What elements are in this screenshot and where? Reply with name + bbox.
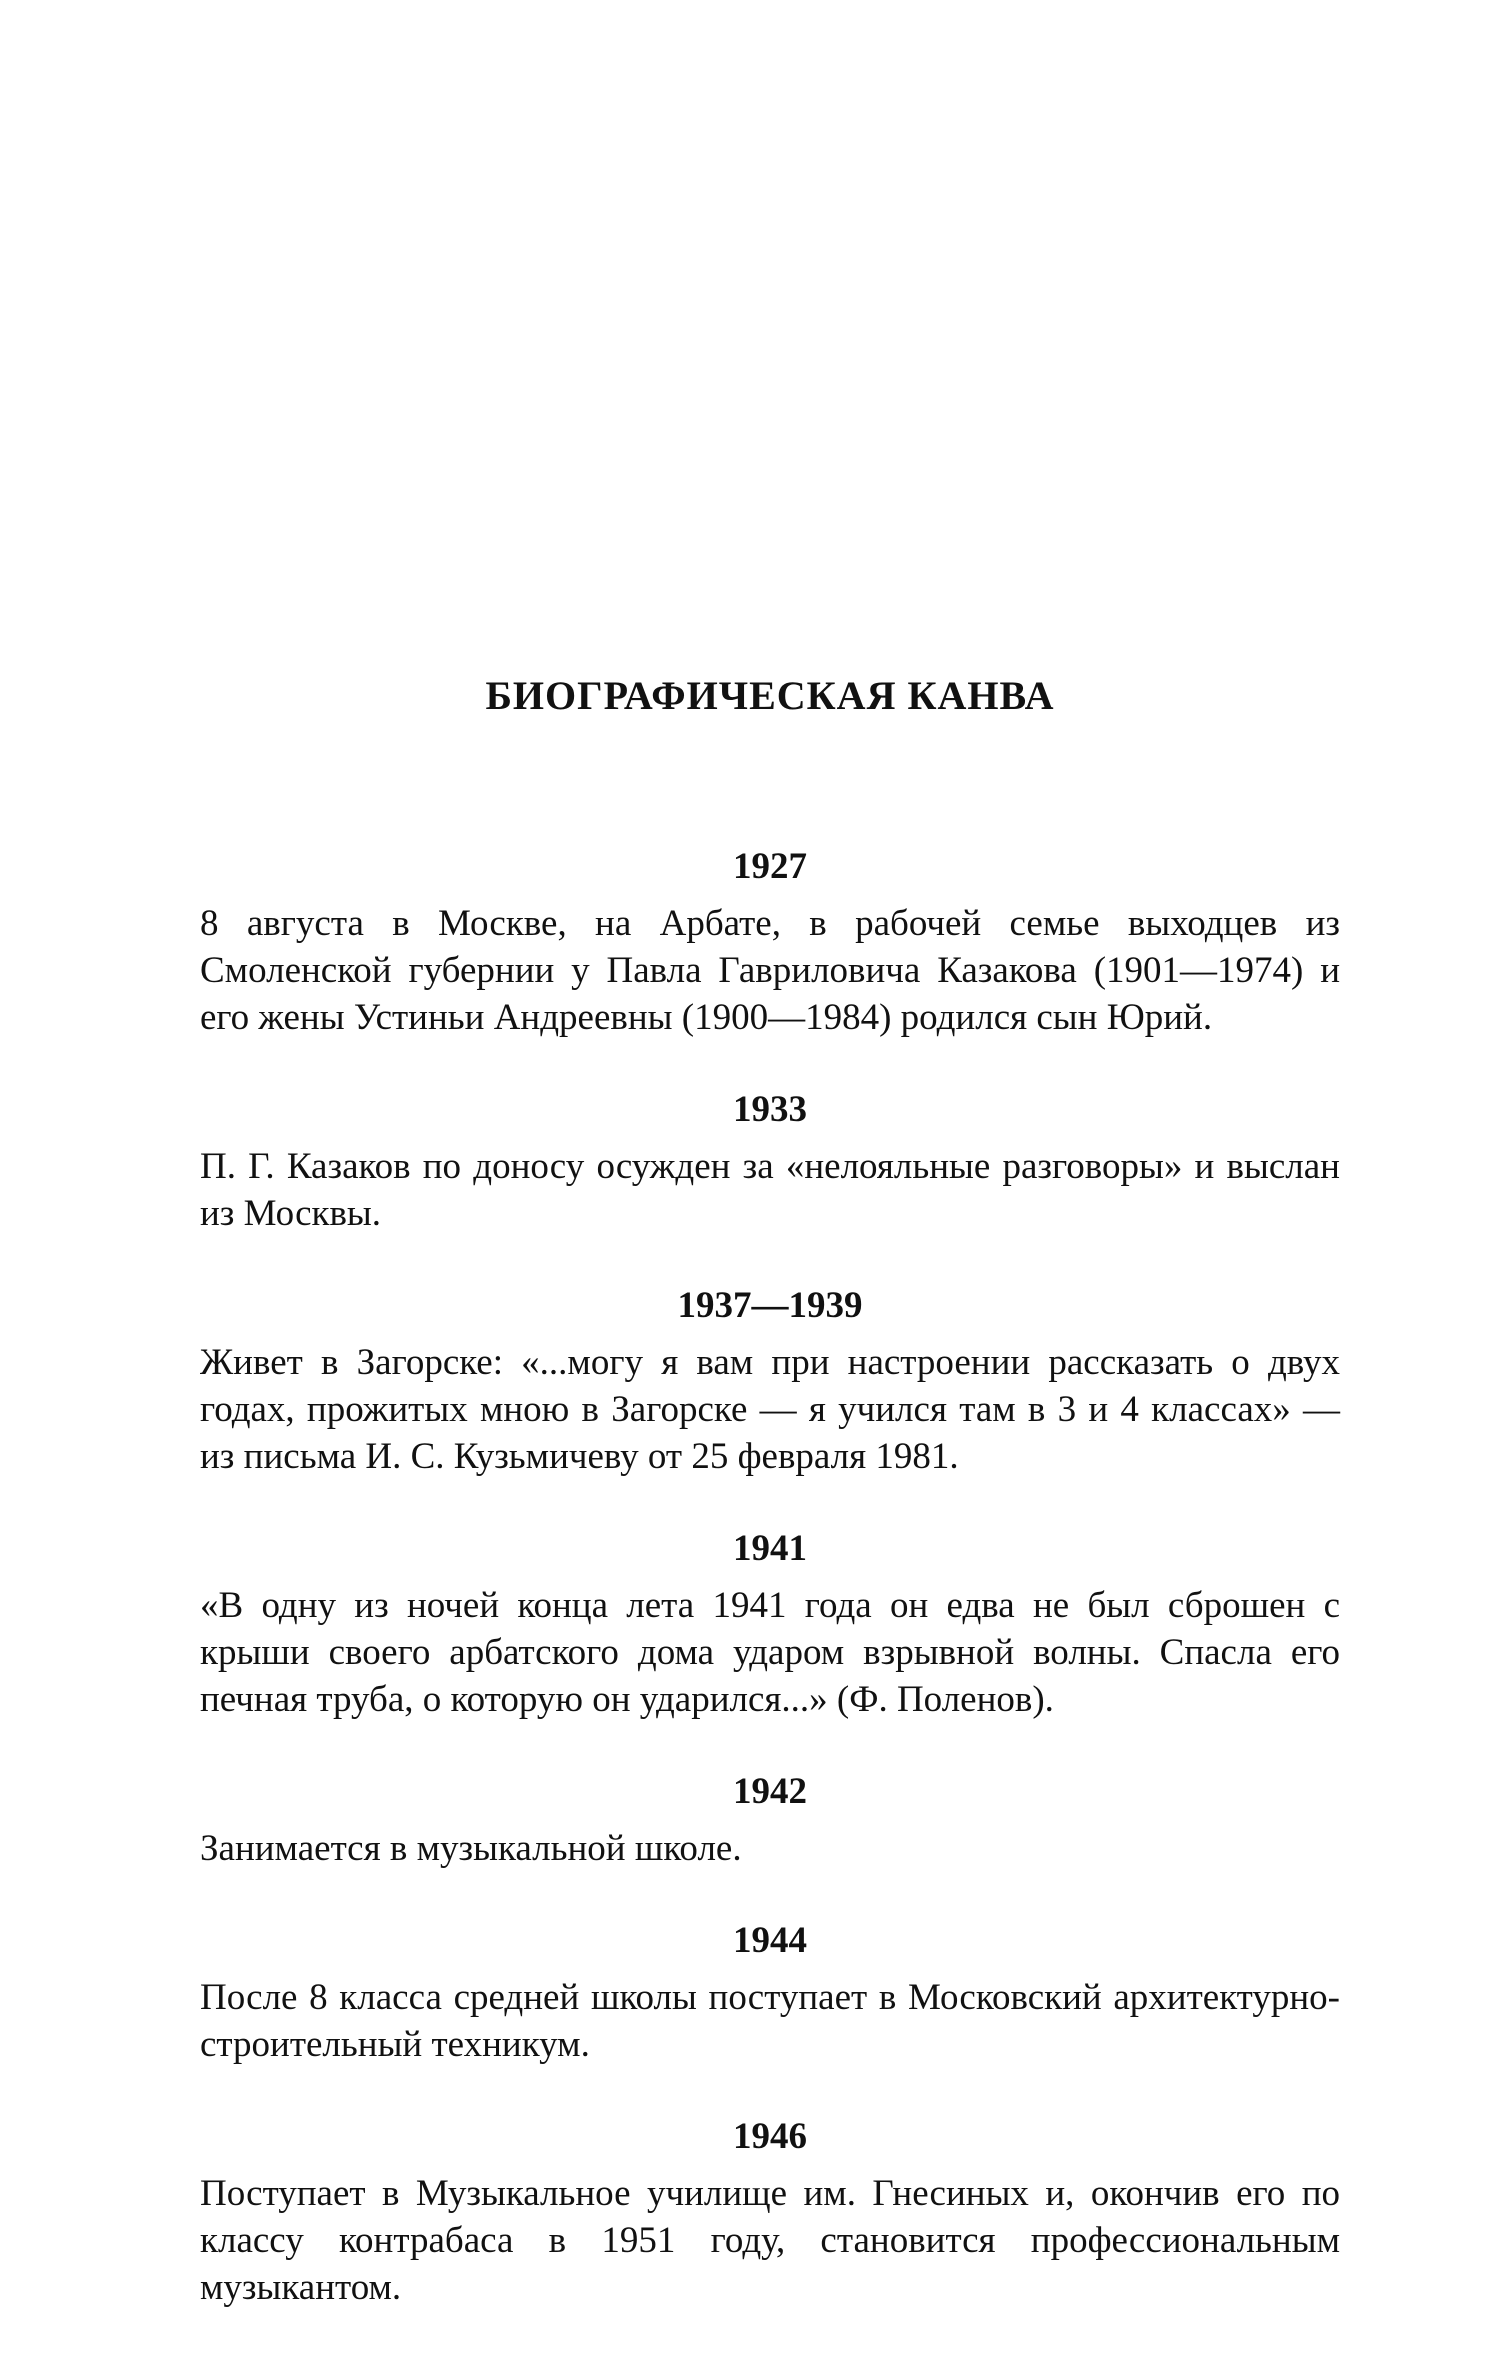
entry-text: П. Г. Казаков по доносу осужден за «нелояльные разговоры» и выслан из Москвы. [200, 1146, 1340, 1234]
entry-text: Занимается в музыкальной школе. [200, 1828, 742, 1869]
entry-year: 1937—1939 [677, 1285, 863, 1326]
entry-year: 1946 [733, 2116, 807, 2157]
entry-text: «В одну из ночей конца лета 1941 года он едва не был сброшен с крыши своего арбатского дома ударом взрывной волны. Спасла его печная труба, о которую он ударился...» (Ф. Поленов). [200, 1585, 1340, 1720]
timeline [200, 840, 1340, 2353]
timeline-entry [200, 1083, 1340, 1237]
entry-year: 1944 [733, 1920, 807, 1961]
timeline-entry [200, 1914, 1340, 2068]
entry-year: 1941 [733, 1528, 807, 1569]
timeline-entry [200, 1522, 1340, 1723]
timeline-entry [200, 1279, 1340, 1480]
timeline-entry [200, 2110, 1340, 2311]
entry-year: 1942 [733, 1771, 807, 1812]
entry-year: 1927 [733, 846, 807, 887]
timeline-entry [200, 840, 1340, 1041]
entry-text: Живет в Загорске: «...могу я вам при настроении рассказать о двух годах, прожитых мною в Загорске — я учился там в 3 и 4 классах» — из письма И. С. Кузьмичеву от 25 февраля 1981. [200, 1342, 1340, 1477]
page-title: БИОГРАФИЧЕСКАЯ КАНВА [485, 673, 1055, 718]
entry-text: Поступает в Музыкальное училище им. Гнесиных и, окончив его по классу контрабаса в 1951 году, становится профессиональным музыкантом. [200, 2173, 1340, 2308]
entry-year: 1933 [733, 1089, 807, 1130]
entry-text: После 8 класса средней школы поступает в Московский архитектурно-строительный техникум. [200, 1977, 1340, 2065]
document-page [200, 0, 1340, 2326]
timeline-entry [200, 1765, 1340, 1872]
entry-text: 8 августа в Москве, на Арбате, в рабочей семье выходцев из Смоленской губернии у Павла Гавриловича Казакова (1901—1974) и его жены Устиньи Андреевны (1900—1984) родился сын Юрий. [200, 903, 1340, 1038]
